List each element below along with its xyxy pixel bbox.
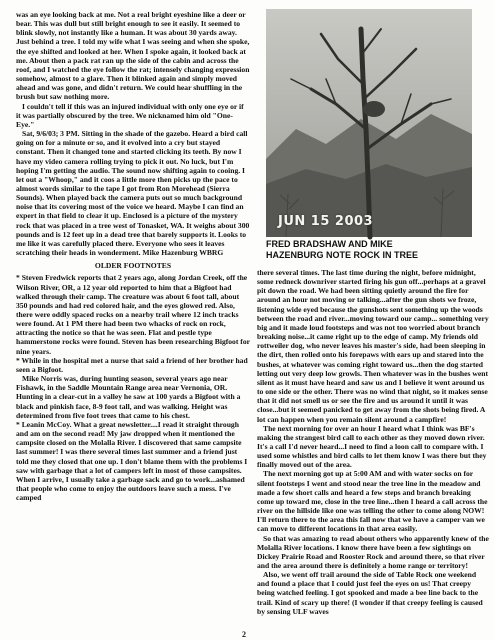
paragraph: Mike Norris was, during hunting season, several years ago near Fishawk, in the Saddle Mountain Range area near Vernonia, OR. Hunting in a clear-cut in a valley he saw at 100 yards a Bigfoot with a black and pinkish face, 8-9 foot tall, and was walking. Height was determined from five foot trees that came to his chest. — [16, 374, 243, 420]
paragraph: So that was amazing to read about others who apparently knew of the Molalla River locations. I know there have been a few sightings on Dickey Prairie Road and Rooster Rock and around there, so that river and the area around there is definitely a home range or territory! — [257, 533, 491, 570]
left-column — [16, 10, 250, 636]
page-number: 2 — [242, 630, 246, 639]
paragraph: there several times. The last time during the night, before midnight, some redneck downriver started firing his gun off...perhaps at a gravel pit down the road. We had been sitting quietly around the fire for around an hour not moving or talking...after the gun shots we froze, listening wide eyed because the gunshots sent something up the woods between the road and river...moving toward our camp... something very big and it made loud footsteps and was not too worried about branch breaking noise...it came right up to the edge of camp. My friends old rottweiler dog, who never leaves his master's side, had been sleeping in the dirt, then rolled onto his forepaws with ears up and stared into the bushes, at whatever was coming right toward us...then the dog started letting out very deep low growls. Then whatever was in the bushes went silent as it must have heard and saw us and I believe it went around us to one side or the other. There was no wind that night, so it makes sense that it did not smell us or see the fire and us around it until it was close...but it seemed panicked to get away from the shots being fired. A lot can happen when you remain silent around a campfire! — [257, 268, 491, 424]
paragraph: The next morning for over an hour I heard what I think was BF's making the strangest bird call to each other as they moved down river. It's a call I'd never heard...I need to find a loon call to compare with. I used some whistles and bird calls to let them know I was there but they finally moved out of the area. — [257, 423, 489, 470]
paragraph: Sat, 9/6/03; 3 PM. Sitting in the shade of the gazebo. Heard a bird call going on for a minute or so, and it evolved into a cry but stayed constant. Then it changed tone and started clicking its teeth. By now I have my video camera rolling trying to pick it out. No luck, but I'm hoping I'm getting the audio. The sound now shifting again to cooing. I let out a "Whoop," and it coos a little more then picks up the pace to almost words similar to the tape I got from Ron Morehead (Sierra Sounds). When played back the camera puts out so much background noise that its covering most of the voice we heard. Maybe I can find an expert in that field to clear it up. Enclosed is a picture of the mystery rock that was placed in a tree west of Tonasket, WA. It weighs about 300 pounds and is 12 feet up in a dead tree that barely supports it. Looks to me like it was carefully placed there. Everyone who sees it leaves scratching their heads in wonderment. Mike Hazenburg WBRG — [16, 129, 252, 258]
paragraph: Also, we went off trail around the side of Table Rock one weekend and found a place that I could just feel the eyes on us! That creepy being watched feeling. I got spooked and made a bee line back to the trail. Kind of scary up there! (I wonder if that creepy feeling is caused by sensing ULF waves — [257, 570, 485, 616]
photo-illustration — [266, 9, 472, 237]
mystery-rock — [363, 101, 385, 117]
paragraph: * Leanin McCoy. What a great newsletter....I read it straight through and am on the second read! My jaw dropped when it mentioned the campsite closed on the Molalla River. I discovered that same campsite last summer! I was there several times last summer and a friend just told me they closed that one up. I don't blame them with the problems I saw with garbage that a lot of campers left in most of those campsites. When I arrive, I usually take a garbage sack and go to work...ashamed that people who come to enjoy the outdoors leave such a mess. I've camped — [16, 419, 250, 503]
rock-in-tree-photo — [266, 9, 472, 237]
photo-caption — [266, 239, 472, 261]
right-column — [257, 268, 489, 628]
paragraph: * While in the hospital met a nurse that said a friend of her brother had seen a Bigfoot. — [16, 355, 250, 374]
paragraph: * Steven Fredwick reports that 2 years ago, along Jordan Creek, off the Wilson River, OR, a 12 year old reported to him that a Bigfoot had walked through their camp. The creature was about 6 foot tall, about 350 pounds and had red colored hair, and the eyes glowed red. Also, there were oddly spaced rocks on a nearby trail where 12 inch tracks were found. At 1 PM there had been two whacks of rock on rock, attracting the notice so that he was seen. Flat and pestle type hammerstone rocks were found. Steven has been researching Bigfoot for nine years. — [16, 273, 252, 356]
paragraph: The next morning got up at 5:00 AM and with water socks on for silent footsteps I went and stood near the tree line in the meadow and made a few short calls and heard a few steps and branch breaking come up toward me, close in the tree line...then I heard a call across the river on the hillside like one was telling the other to come along NOW! I'll return there to the area this fall now that we have a camper van we can move to different locations in that area easily. — [257, 469, 490, 534]
section-heading: OLDER FOOTNOTES — [94, 261, 172, 271]
paragraph: I couldn't tell if this was an injured individual with only one eye or if it was partially obscured by the tree. We nicknamed him old "One-Eye." — [16, 101, 246, 129]
caption-line: FRED BRADSHAW AND MIKE — [266, 239, 393, 249]
caption-line: HAZENBURG NOTE ROCK IN TREE — [266, 250, 419, 260]
paragraph: was an eye looking back at me. Not a real bright eyeshine like a deer or bear. This was dull but still bright enough to see it easily. It seemed to blink slowly, not instantly like a human. It was about 30 yards away. Just behind a tree. I told my wife what I was seeing and when she spoke, the eye shifted and looked at her. When I spoke again, it looked back at me. About then a pack rat ran up the side of the cabin and across the roof, and I watched the eye follow the rat; intensely changing expression somehow, almost to a glare. Then it blinked again and simply moved ahead and was gone, and didn't return. We could hear shuffling in the brush but saw nothing more. — [16, 10, 252, 102]
photo-date-stamp: JUN 15 2003 — [278, 214, 374, 229]
